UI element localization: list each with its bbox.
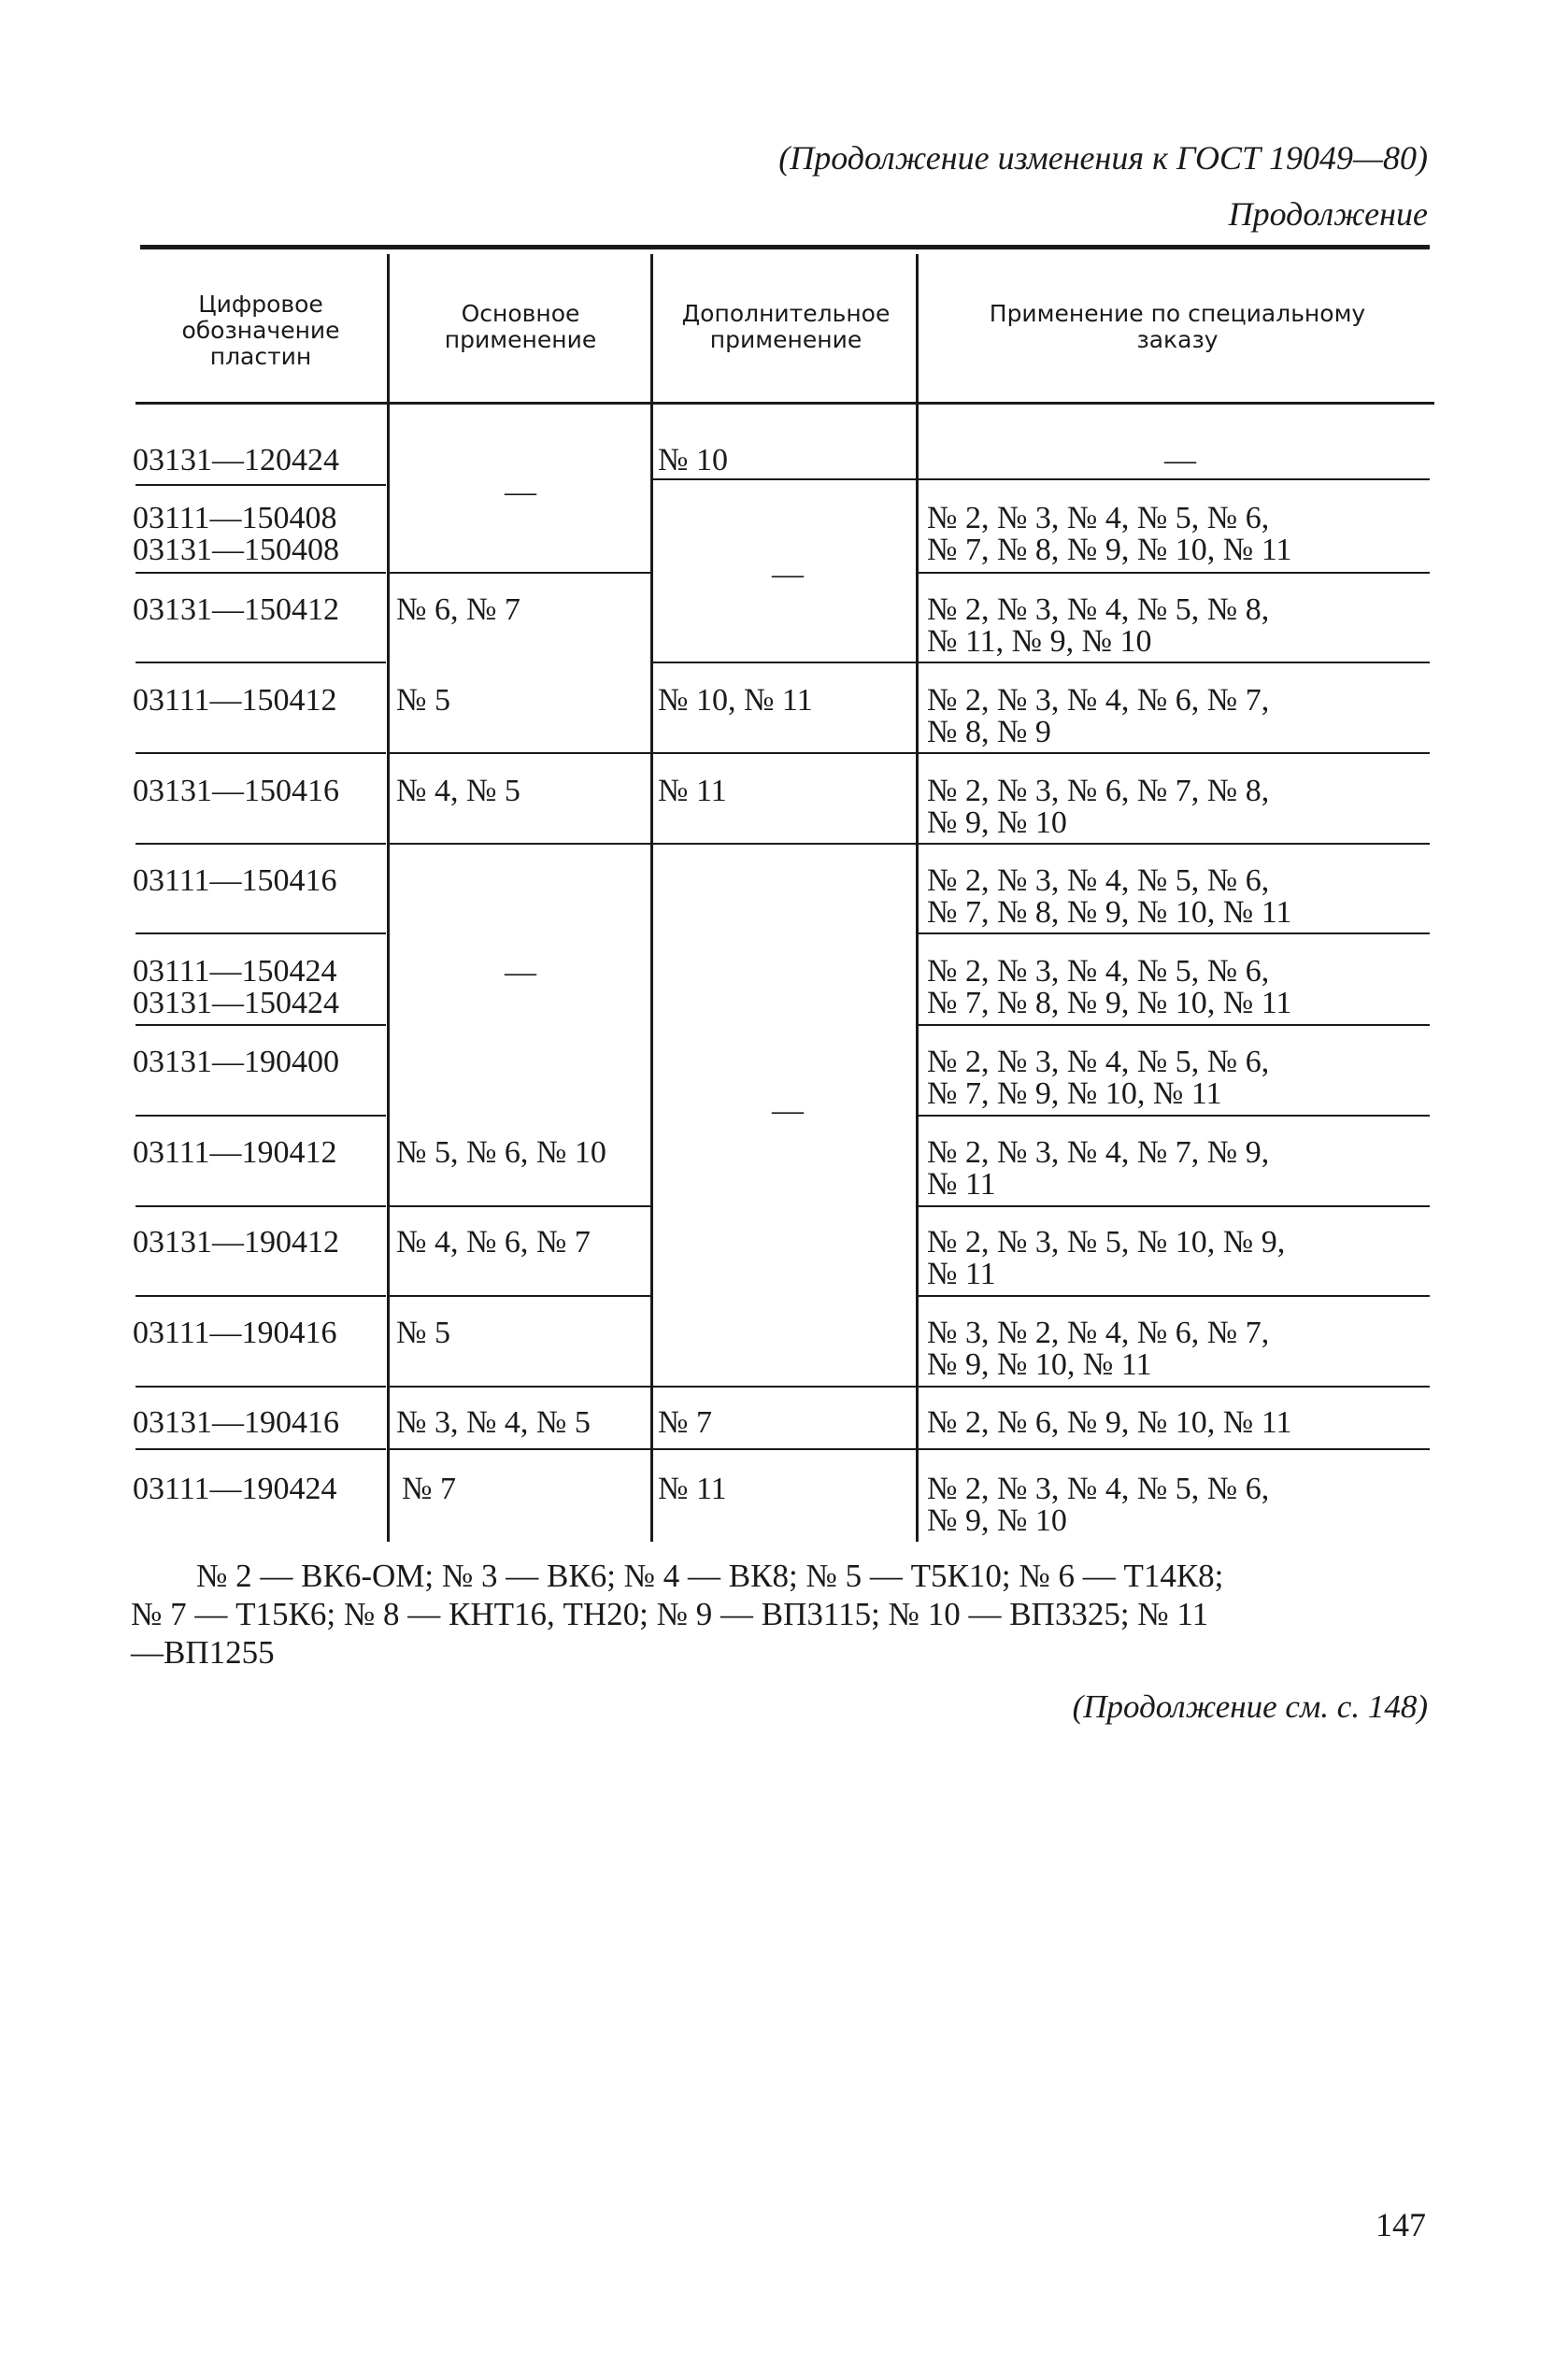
row-rule [135, 843, 386, 845]
special-order-cell: — [1164, 443, 1196, 477]
plate-code: 03111—150408 [133, 501, 337, 535]
special-order-cell: № 3, № 2, № 4, № 6, № 7, [927, 1316, 1270, 1350]
special-order-cell: № 7, № 8, № 9, № 10, № 11 [927, 895, 1292, 930]
page-number: 147 [1376, 2206, 1426, 2243]
row-rule [652, 1386, 916, 1388]
row-rule [918, 843, 1430, 845]
special-order-cell: № 2, № 3, № 4, № 5, № 6, [927, 954, 1270, 989]
special-order-cell: № 11 [927, 1257, 996, 1291]
grade-legend [131, 1557, 1430, 1672]
row-rule [652, 843, 916, 845]
row-rule [918, 662, 1430, 663]
column-header-extra: Дополнительное применение [681, 300, 891, 353]
column-divider [916, 254, 919, 1542]
extra-application-cell: № 10 [658, 443, 728, 477]
plate-code: 03111—190424 [133, 1472, 337, 1506]
header-continuation-label: Продолжение [1228, 195, 1428, 233]
row-rule [918, 1295, 1430, 1297]
row-rule [135, 572, 386, 574]
row-rule [918, 1115, 1430, 1117]
column-header-main: Основное применение [444, 300, 597, 353]
special-order-cell: № 2, № 3, № 6, № 7, № 8, [927, 774, 1270, 808]
row-rule [135, 1205, 386, 1207]
main-application-cell: № 4, № 5 [396, 774, 520, 808]
special-order-cell: № 9, № 10 [927, 805, 1067, 840]
special-order-cell: № 9, № 10, № 11 [927, 1347, 1152, 1382]
row-rule [389, 1448, 650, 1450]
row-rule [389, 1386, 650, 1388]
main-application-cell: № 5 [396, 683, 450, 718]
row-rule [918, 932, 1430, 934]
row-rule [135, 662, 386, 663]
main-application-cell: № 5 [396, 1316, 450, 1350]
row-rule [135, 1386, 386, 1388]
row-rule [135, 1024, 386, 1026]
special-order-cell: № 2, № 6, № 9, № 10, № 11 [927, 1405, 1292, 1440]
extra-application-cell: № 11 [658, 774, 727, 808]
plate-code: 03111—150416 [133, 863, 337, 898]
row-rule [389, 1205, 650, 1207]
plate-code: 03131—150416 [133, 774, 339, 808]
plate-code: 03131—150424 [133, 986, 339, 1020]
header-bottom-rule [135, 402, 1434, 405]
extra-application-cell: — [772, 1093, 804, 1128]
plate-code: 03111—150424 [133, 954, 337, 989]
special-order-cell: № 11 [927, 1167, 996, 1202]
legend-line: № 2 — ВК6-ОМ; № 3 — ВК6; № 4 — ВК8; № 5 — Т5К10; № 6 — Т14К8; [196, 1558, 1224, 1594]
row-rule [918, 572, 1430, 574]
main-application-cell: № 7 [402, 1472, 456, 1506]
row-rule [652, 662, 916, 663]
plate-code: 03131—190416 [133, 1405, 339, 1440]
legend-line: № 7 — Т15К6; № 8 — КНТ16, ТН20; № 9 — ВП3115; № 10 — ВП3325; № 11 [131, 1596, 1209, 1632]
row-rule [918, 478, 1430, 480]
table-top-rule [140, 245, 1430, 249]
plate-code: 03131—150408 [133, 533, 339, 567]
row-rule [389, 572, 650, 574]
special-order-cell: № 2, № 3, № 4, № 5, № 6, [927, 1045, 1270, 1079]
row-rule [135, 1448, 386, 1450]
main-application-cell: — [505, 955, 536, 989]
row-rule [389, 843, 650, 845]
row-rule [918, 1205, 1430, 1207]
plate-code: 03111—190412 [133, 1135, 337, 1170]
special-order-cell: № 2, № 3, № 4, № 7, № 9, [927, 1135, 1270, 1170]
main-application-cell: — [505, 475, 536, 509]
extra-application-cell: № 7 [658, 1405, 712, 1440]
plate-code: 03131—190412 [133, 1225, 339, 1260]
column-header-code: Цифровое обозначение пластин [181, 291, 340, 370]
row-rule [135, 1295, 386, 1297]
main-application-cell: № 5, № 6, № 10 [396, 1135, 606, 1170]
row-rule [918, 1024, 1430, 1026]
row-rule [918, 752, 1430, 754]
continuation-note: (Продолжение см. с. 148) [1072, 1688, 1428, 1725]
row-rule [135, 484, 386, 486]
plate-code: 03131—190400 [133, 1045, 339, 1079]
special-order-cell: № 2, № 3, № 4, № 5, № 6, [927, 1472, 1270, 1506]
row-rule [135, 932, 386, 934]
row-rule [918, 1448, 1430, 1450]
row-rule [652, 752, 916, 754]
row-rule [652, 1448, 916, 1450]
special-order-cell: № 7, № 8, № 9, № 10, № 11 [927, 533, 1292, 567]
extra-application-cell: № 11 [658, 1472, 727, 1506]
special-order-cell: № 8, № 9 [927, 715, 1051, 749]
special-order-cell: № 2, № 3, № 4, № 5, № 6, [927, 501, 1270, 535]
plate-code: 03111—150412 [133, 683, 337, 718]
row-rule [135, 752, 386, 754]
main-application-cell: № 6, № 7 [396, 592, 520, 627]
row-rule [389, 752, 650, 754]
column-header-special: Применение по специальному заказу [989, 300, 1366, 353]
special-order-cell: № 2, № 3, № 4, № 5, № 6, [927, 863, 1270, 898]
plate-code: 03131—150412 [133, 592, 339, 627]
row-rule [389, 1295, 650, 1297]
column-divider [650, 254, 653, 1542]
special-order-cell: № 2, № 3, № 4, № 5, № 8, [927, 592, 1270, 627]
main-application-cell: № 4, № 6, № 7 [396, 1225, 591, 1260]
special-order-cell: № 11, № 9, № 10 [927, 624, 1152, 659]
extra-application-cell: № 10, № 11 [658, 683, 813, 718]
row-rule [652, 478, 916, 480]
special-order-cell: № 9, № 10 [927, 1503, 1067, 1538]
special-order-cell: № 7, № 9, № 10, № 11 [927, 1076, 1222, 1111]
legend-line: —ВП1255 [131, 1634, 275, 1671]
special-order-cell: № 7, № 8, № 9, № 10, № 11 [927, 986, 1292, 1020]
main-application-cell: № 3, № 4, № 5 [396, 1405, 591, 1440]
row-rule [918, 1386, 1430, 1388]
plate-code: 03111—190416 [133, 1316, 337, 1350]
plate-code: 03131—120424 [133, 443, 339, 477]
special-order-cell: № 2, № 3, № 4, № 6, № 7, [927, 683, 1270, 718]
column-divider [387, 254, 390, 1542]
header-continuation-note: (Продолжение изменения к ГОСТ 19049—80) [778, 139, 1428, 177]
row-rule [135, 1115, 386, 1117]
extra-application-cell: — [772, 557, 804, 591]
special-order-cell: № 2, № 3, № 5, № 10, № 9, [927, 1225, 1286, 1260]
